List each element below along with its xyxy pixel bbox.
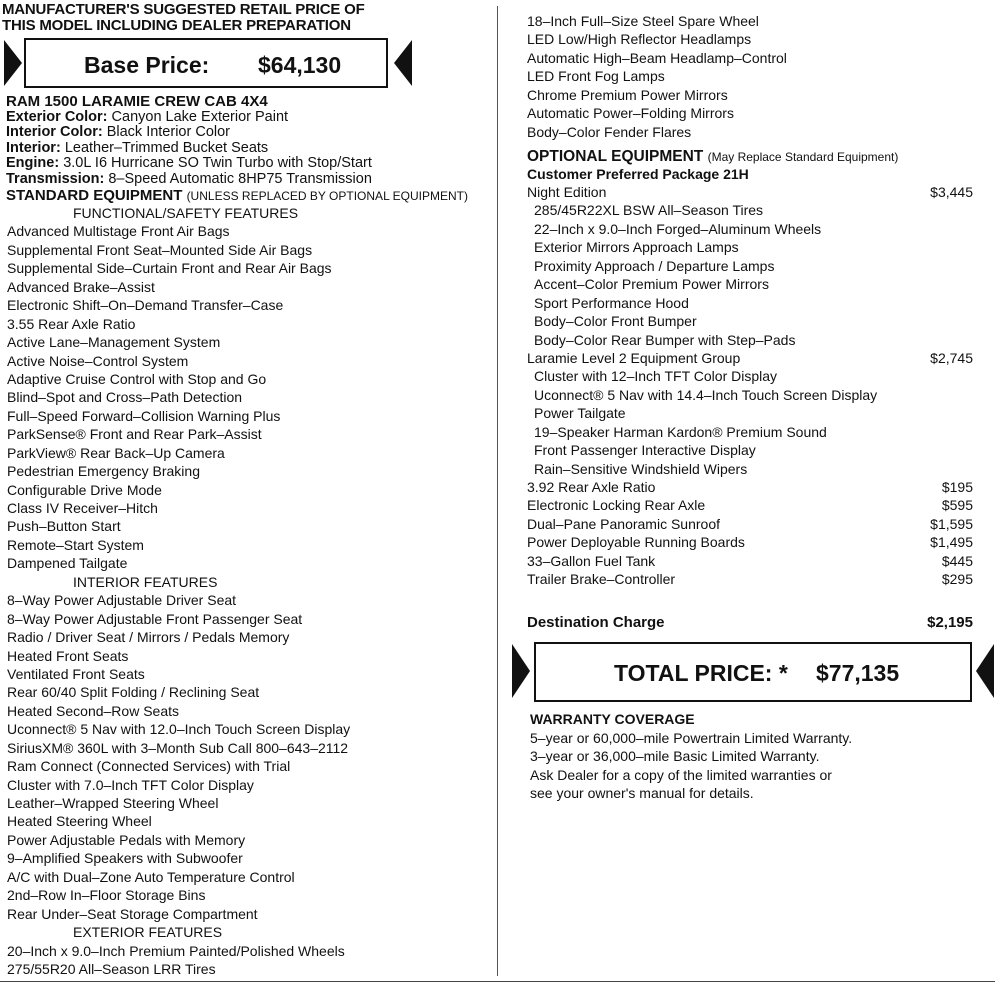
option-name: Sport Performance Hood [534,294,689,311]
model-title: RAM 1500 LARAMIE CREW CAB 4X4 [6,93,268,110]
option-row [500,183,995,201]
equipment-item: Heated Steering Wheel [7,813,152,830]
equipment-item: 8–Way Power Adjustable Front Passenger Seat [7,610,303,627]
option-price: $2,745 [930,349,973,366]
equipment-item: Automatic High–Beam Headlamp–Control [527,49,787,66]
option-name: Exterior Mirrors Approach Lamps [534,239,739,256]
interior-color-value: Black Interior Color [106,124,230,140]
option-feature-item [500,275,995,293]
equipment-item: Supplemental Side–Curtain Front and Rear Air Bags [7,260,332,277]
exterior-color-label: Exterior Color: [6,108,108,125]
interior-value: Leather–Trimmed Bucket Seats [64,139,269,156]
equipment-item: Heated Second–Row Seats [7,702,179,719]
option-name: Cluster with 12–Inch TFT Color Display [534,368,778,385]
option-row [500,349,995,367]
option-name: 3.92 Rear Axle Ratio [527,479,656,495]
equipment-item: Push–Button Start [7,518,121,535]
left-column [0,0,496,985]
option-feature-item [500,220,995,238]
transmission-value: 8–Speed Automatic 8HP75 Transmission [108,170,372,187]
warranty-title: WARRANTY COVERAGE [530,711,695,727]
option-feature-item [500,386,995,404]
option-feature-item [500,460,995,478]
option-feature-item [500,201,995,219]
option-row [500,552,995,570]
exterior-color-value: Canyon Lake Exterior Paint [111,108,289,125]
option-name: Proximity Approach / Departure Lamps [534,257,775,274]
destination-charge-value: $2,195 [927,614,973,631]
warranty-line: 5–year or 60,000–mile Powertrain Limited Warranty. [530,729,853,746]
equipment-item: Dampened Tailgate [7,555,128,572]
equipment-item: Advanced Multistage Front Air Bags [7,223,230,240]
option-row [500,570,995,588]
optional-equipment-title: OPTIONAL EQUIPMENT [527,148,704,165]
transmission-row [6,172,372,188]
option-name: Night Edition [527,184,607,200]
equipment-item: Class IV Receiver–Hitch [7,500,158,516]
package-title: Customer Preferred Package 21H [527,166,749,182]
equipment-item: ParkSense® Front and Rear Park–Assist [7,426,262,443]
equipment-item: Active Lane–Management System [7,334,221,351]
standard-equipment-title: STANDARD EQUIPMENT [6,187,183,204]
equipment-item: Body–Color Fender Flares [527,123,692,140]
option-name: Body–Color Front Bumper [534,313,697,330]
model-info [6,94,372,187]
option-price: $295 [941,571,973,588]
equipment-item: Power Adjustable Pedals with Memory [7,831,246,848]
equipment-item: Heated Front Seats [7,647,129,664]
equipment-item: LED Low/High Reflector Headlamps [527,31,752,48]
msrp-header-line2: THIS MODEL INCLUDING DEALER PREPARATION [2,17,351,34]
engine-label: Engine: [6,155,60,171]
equipment-item: 8–Way Power Adjustable Driver Seat [7,592,237,609]
option-name: 19–Speaker Harman Kardon® Premium Sound [534,423,827,440]
option-row [500,496,995,514]
equipment-item: 18–Inch Full–Size Steel Spare Wheel [527,13,759,29]
equipment-item: Active Noise–Control System [7,352,189,369]
option-price: $1,495 [930,534,973,551]
equipment-item: Radio / Driver Seat / Mirrors / Pedals Memory [7,629,290,646]
total-price-box [534,642,972,702]
equipment-item: Full–Speed Forward–Collision Warning Plus [7,407,281,424]
option-price: $1,595 [930,515,973,532]
option-price: $595 [941,497,973,514]
option-row [500,478,995,496]
option-name: Uconnect® 5 Nav with 14.4–Inch Touch Screen Display [534,386,878,403]
equipment-item: Electronic Shift–On–Demand Transfer–Case [7,297,284,314]
exterior-color-row [6,110,372,126]
option-name: Trailer Brake–Controller [527,571,676,588]
base-price-value: $64,130 [258,52,342,78]
engine-row [6,156,372,172]
option-name: Accent–Color Premium Power Mirrors [534,276,769,293]
standard-equipment-list [0,204,496,978]
equipment-item: A/C with Dual–Zone Auto Temperature Control [7,868,295,885]
equipment-item: Supplemental Front Seat–Mounted Side Air Bags [7,241,313,258]
option-feature-item [500,441,995,459]
total-price-right-arrow-icon [976,644,994,698]
option-feature-item [500,423,995,441]
option-feature-item [500,238,995,256]
equipment-item: Leather–Wrapped Steering Wheel [7,795,219,811]
option-name: 285/45R22XL BSW All–Season Tires [534,202,764,219]
msrp-header-line1: MANUFACTURER'S SUGGESTED RETAIL PRICE OF [2,1,365,18]
option-row [500,533,995,551]
base-price-left-arrow-icon [4,40,22,86]
equipment-item: ParkView® Rear Back–Up Camera [7,444,225,461]
msrp-header [2,2,365,34]
optional-equipment-heading [527,148,898,166]
equipment-item: Blind–Spot and Cross–Path Detection [7,389,243,406]
base-price-label: Base Price: [84,52,210,78]
standard-equipment-subtitle: (UNLESS REPLACED BY OPTIONAL EQUIPMENT) [186,189,468,203]
feature-category-heading: FUNCTIONAL/SAFETY FEATURES [73,205,299,221]
option-name: Front Passenger Interactive Display [534,442,756,459]
standard-equipment-heading [6,187,468,204]
warranty-line: 3–year or 36,000–mile Basic Limited Warranty. [530,748,820,764]
optional-equipment-subtitle: (May Replace Standard Equipment) [707,150,899,164]
interior-color-label: Interior Color: [6,124,103,140]
bottom-rule [0,981,995,982]
option-price: $3,445 [930,184,973,200]
base-price-box [24,38,388,88]
option-feature-item [500,294,995,312]
feature-category-heading: INTERIOR FEATURES [73,573,218,590]
interior-label: Interior: [6,139,61,156]
base-price-right-arrow-icon [394,40,412,86]
equipment-item: 9–Amplified Speakers with Subwoofer [7,850,243,867]
equipment-item: 2nd–Row In–Floor Storage Bins [7,887,206,904]
option-name: Rain–Sensitive Windshield Wipers [534,460,748,477]
option-name: Laramie Level 2 Equipment Group [527,349,741,366]
equipment-item: Advanced Brake–Assist [7,278,155,295]
optional-equipment-list [500,183,995,589]
standard-equipment-list-continued [500,12,995,141]
total-price-label: TOTAL PRICE: * [614,660,788,686]
equipment-item: Automatic Power–Folding Mirrors [527,105,734,122]
equipment-item: Adaptive Cruise Control with Stop and Go [7,370,267,387]
equipment-item: 3.55 Rear Axle Ratio [7,315,136,332]
option-feature-item [500,404,995,422]
option-name: 33–Gallon Fuel Tank [527,552,656,569]
total-price-value: $77,135 [816,660,900,686]
warranty-line: see your owner's manual for details. [530,785,754,801]
equipment-item: LED Front Fog Lamps [527,68,665,85]
equipment-item: Configurable Drive Mode [7,481,162,498]
option-price: $195 [941,479,973,495]
equipment-item: Rear Under–Seat Storage Compartment [7,905,258,922]
right-column [500,0,995,985]
destination-charge-label: Destination Charge [527,614,665,631]
equipment-item: Pedestrian Emergency Braking [7,463,200,480]
equipment-item: 20–Inch x 9.0–Inch Premium Painted/Polished Wheels [7,942,345,959]
equipment-item: SiriusXM® 360L with 3–Month Sub Call 800–643–2112 [7,739,349,756]
equipment-item: Ventilated Front Seats [7,665,145,682]
option-name: Dual–Pane Panoramic Sunroof [527,515,721,532]
option-name: Power Tailgate [534,405,626,422]
destination-charge-row [527,614,973,631]
equipment-item: Uconnect® 5 Nav with 12.0–Inch Touch Screen Display [7,721,351,738]
interior-color-row [6,125,372,141]
option-price: $445 [941,552,973,569]
transmission-label: Transmission: [6,170,105,187]
warranty-line: Ask Dealer for a copy of the limited warranties or [530,766,832,783]
equipment-item: 275/55R20 All–Season LRR Tires [7,960,216,977]
option-feature-item [500,331,995,349]
interior-row [6,141,372,157]
option-row [500,515,995,533]
engine-value: 3.0L I6 Hurricane SO Twin Turbo with Stop/Start [63,155,372,171]
equipment-item: Chrome Premium Power Mirrors [527,86,728,103]
option-name: Electronic Locking Rear Axle [527,497,706,514]
option-feature-item [500,257,995,275]
warranty-coverage [530,710,852,803]
column-divider [497,6,498,976]
option-feature-item [500,312,995,330]
equipment-item: Remote–Start System [7,536,144,553]
feature-category-heading: EXTERIOR FEATURES [73,924,223,941]
option-name: Power Deployable Running Boards [527,534,745,551]
total-price-left-arrow-icon [512,644,530,698]
equipment-item: Cluster with 7.0–Inch TFT Color Display [7,776,254,793]
equipment-item: Rear 60/40 Split Folding / Reclining Seat [7,684,260,701]
option-feature-item [500,367,995,385]
option-name: Body–Color Rear Bumper with Step–Pads [534,331,796,348]
equipment-item: Ram Connect (Connected Services) with Trial [7,758,291,775]
option-name: 22–Inch x 9.0–Inch Forged–Aluminum Wheels [534,220,822,237]
